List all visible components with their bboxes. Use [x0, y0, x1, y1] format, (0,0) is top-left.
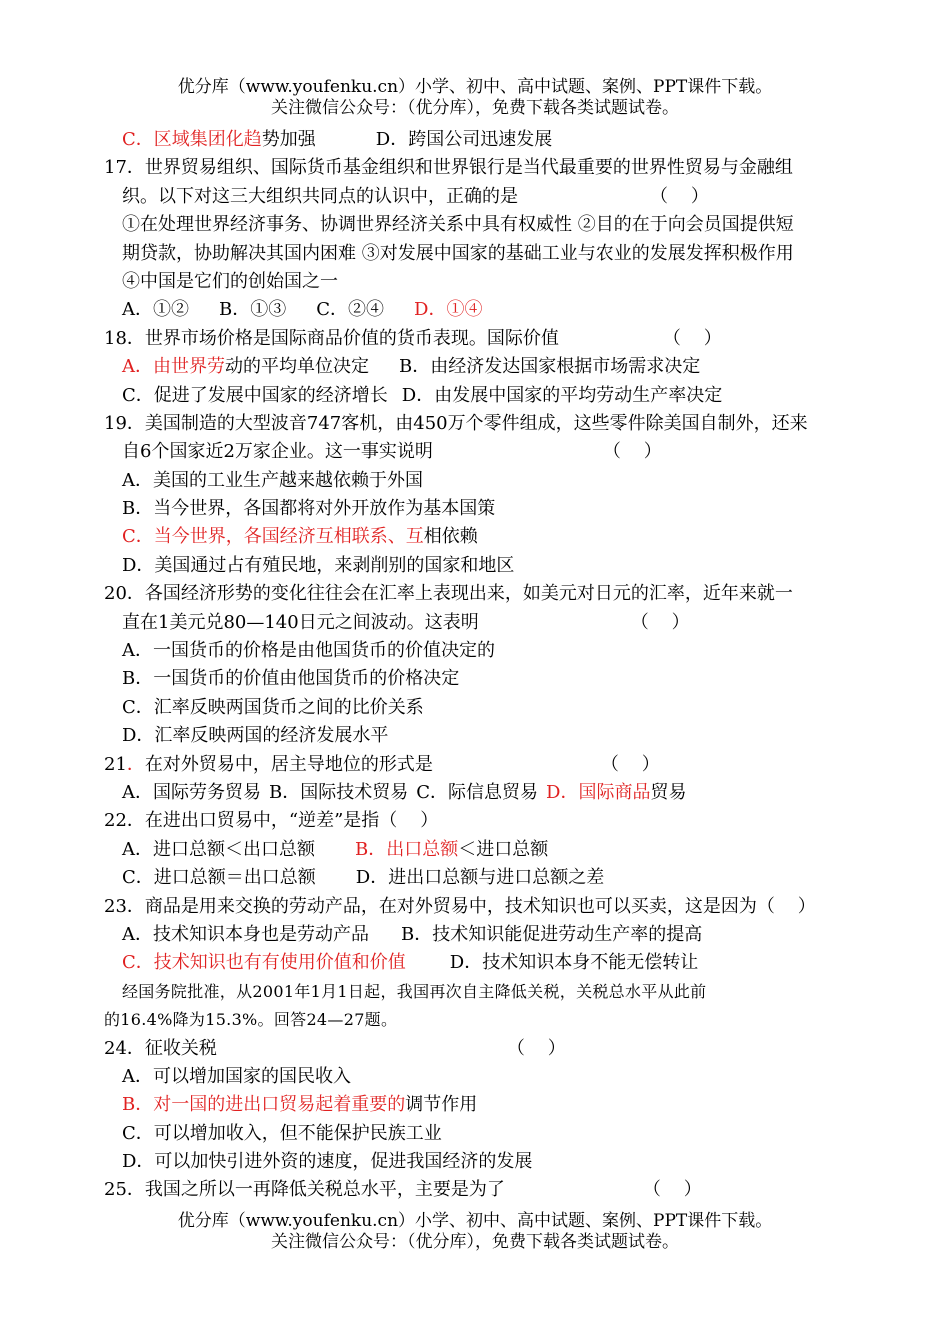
q17-option-a: A．①② [122, 299, 189, 321]
q24-answer-paren: （ ） [506, 1037, 566, 1059]
q22-option-d: D．进出口总额与进口总额之差 [355, 867, 605, 889]
q19-option-b: B．当今世界，各国都将对外开放作为基本国策 [122, 498, 496, 520]
q23-options-ab [104, 921, 850, 949]
q18-answer-paren: （ ） [662, 327, 722, 349]
q20-option-c: C．汇率反映两国货币之间的比价关系 [122, 696, 424, 718]
q20-option-b: B．一国货币的价值由他国货币的价格决定 [122, 668, 460, 690]
q20-option-a: A．一国货币的价格是由他国货币的价值决定的 [122, 640, 495, 662]
header-line-1: 优分库（www.youfenku.cn）小学、初中、高中试题、案例、PPT课件下载。 [177, 77, 773, 97]
q25-stem-line [104, 1176, 850, 1204]
q20-option-d: D．汇率反映两国的经济发展水平 [122, 725, 389, 747]
footer-line-2: 关注微信公众号：（优分库），免费下载各类试题试卷。 [271, 1232, 679, 1252]
q21-option-b: B．国际技术贸易 [269, 781, 409, 803]
q17-stem-line-2 [104, 183, 850, 211]
q23-option-d: D．技术知识本身不能无偿转让 [449, 952, 699, 974]
q20-stem-line-1: 20．各国经济形势的变化往往会在汇率上表现出来，如美元对日元的汇率，近年来就一 [104, 583, 793, 605]
q18-stem-line [104, 325, 850, 353]
q20-stem-line-2 [104, 609, 850, 637]
q22-options-cd [104, 864, 850, 892]
q17-stem-line-1: 17．世界贸易组织、国际货币基金组织和世界银行是当代最重要的世界性贸易与金融组 [104, 157, 793, 179]
q22-option-b-rest: ＜进口总额 [458, 838, 549, 860]
q18-option-d: D．由发展中国家的平均劳动生产率决定 [401, 384, 723, 406]
q16-option-c-answer: C．区域集团化趋 [122, 129, 262, 150]
q17-statement-line-1: ①在处理世界经济事务、协调世界经济关系中具有权威性 ②目的在于向会员国提供短 [122, 214, 794, 236]
q17-stem-text: 织。以下对这三大组织共同点的认识中，正确的是 [122, 185, 518, 207]
q19-stem-line-2 [104, 438, 850, 466]
q21-options [104, 779, 850, 807]
q18-option-a-answer: A．由世界劳 [122, 356, 225, 378]
q17-statement-line-2: 期贷款，协助解决其国内困难 ③对发展中国家的基础工业与农业的发展发挥积极作用 [122, 242, 794, 264]
q20-answer-paren: （ ） [630, 611, 690, 633]
q21-stem: 在对外贸易中，居主导地位的形式是 [144, 753, 433, 775]
q22-option-c: C．进口总额＝出口总额 [122, 867, 316, 889]
q21-number: 21 [104, 753, 127, 775]
q23-options-cd [104, 949, 850, 977]
q17-answer-paren: （ ） [650, 185, 709, 207]
footer-line-1: 优分库（www.youfenku.cn）小学、初中、高中试题、案例、PPT课件下载。 [177, 1211, 773, 1231]
q17-options [104, 296, 850, 324]
q18-stem: 18．世界市场价格是国际商品价值的货币表现。国际价值 [104, 327, 559, 349]
q19-option-c-answer: C．当今世界，各国经济互相联系、互 [122, 526, 424, 548]
q24-option-b-rest: 调节作用 [405, 1094, 478, 1116]
q20-stem-text: 直在1美元兑80—140日元之间波动。这表明 [122, 611, 479, 633]
q21-option-a: A．国际劳务贸易 [122, 781, 261, 803]
q19-stem-text: 自6个国家近2万家企业。这一事实说明 [122, 441, 433, 463]
q21-option-d-rest: 贸易 [650, 781, 687, 803]
q23-stem: 23．商品是用来交换的劳动产品，在对外贸易中，技术知识也可以买卖，这是因为（ ） [104, 895, 816, 917]
passage-line-1: 经国务院批准，从2001年1月1日起，我国再次自主降低关税，关税总水平从此前 [122, 981, 707, 1001]
q19-option-d: D．美国通过占有殖民地，来剥削别的国家和地区 [122, 554, 515, 576]
q19-option-a: A．美国的工业生产越来越依赖于外国 [122, 469, 423, 491]
q17-statement-line-3: ④中国是它们的创始国之一 [122, 270, 338, 292]
q21-number-dot: ． [126, 753, 145, 775]
page-header [0, 77, 950, 119]
q17-option-d-answer: D．①④ [414, 299, 483, 321]
question-body [104, 126, 850, 1205]
q25-answer-paren: （ ） [642, 1179, 702, 1201]
q18-option-c: C．促进了发展中国家的经济增长 [122, 384, 388, 406]
header-line-2: 关注微信公众号：（优分库），免费下载各类试题试卷。 [271, 98, 679, 118]
q24-option-a: A．可以增加国家的国民收入 [122, 1065, 351, 1087]
q22-options-ab [104, 836, 850, 864]
q24-stem-line [104, 1035, 850, 1063]
q19-option-c [104, 523, 850, 551]
q16-option-d: D．跨国公司迅速发展 [375, 129, 553, 150]
q23-option-c-answer: C．技术知识也有有使用价值和价值 [122, 952, 406, 974]
q18-options-ab [104, 353, 850, 381]
q23-option-a: A．技术知识本身也是劳动产品 [122, 923, 369, 945]
q19-stem-line-1: 19．美国制造的大型波音747客机，由450万个零件组成，这些零件除美国自制外，还来 [104, 412, 808, 434]
q22-option-a: A．进口总额＜出口总额 [122, 838, 315, 860]
q23-option-b: B．技术知识能促进劳动生产率的提高 [401, 923, 703, 945]
q16-options [104, 126, 850, 154]
q24-stem: 24．征收关税 [104, 1037, 217, 1059]
q17-option-b: B．①③ [219, 299, 287, 321]
q21-answer-paren: （ ） [600, 753, 660, 775]
q19-answer-paren: （ ） [602, 441, 662, 463]
q19-option-c-rest: 相依赖 [423, 526, 478, 548]
q21-stem-line [104, 751, 850, 779]
q24-option-b [104, 1091, 850, 1119]
passage-line-2: 的16.4%降为15.3%。回答24—27题。 [104, 1010, 398, 1030]
q22-stem: 22．在进出口贸易中，“逆差”是指（ ） [104, 810, 439, 832]
q17-option-c: C．②④ [316, 299, 385, 321]
page-footer [0, 1211, 950, 1253]
q18-options-cd [104, 382, 850, 410]
q25-stem: 25．我国之所以一再降低关税总水平，主要是为了 [104, 1179, 505, 1201]
q24-option-d: D．可以加快引进外资的速度，促进我国经济的发展 [122, 1151, 533, 1173]
q18-option-b: B．由经济发达国家根据市场需求决定 [399, 356, 701, 378]
q21-option-c: C．际信息贸易 [416, 781, 539, 803]
q24-option-c: C．可以增加收入，但不能保护民族工业 [122, 1122, 442, 1144]
q22-option-b-answer: B．出口总额 [355, 838, 459, 860]
q16-option-c-rest: 势加强 [261, 129, 316, 150]
q18-option-a-rest: 动的平均单位决定 [225, 356, 369, 378]
q24-option-b-answer: B．对一国的进出口贸易起着重要的 [122, 1094, 406, 1116]
q21-option-d-answer: D．国际商品 [546, 781, 651, 803]
